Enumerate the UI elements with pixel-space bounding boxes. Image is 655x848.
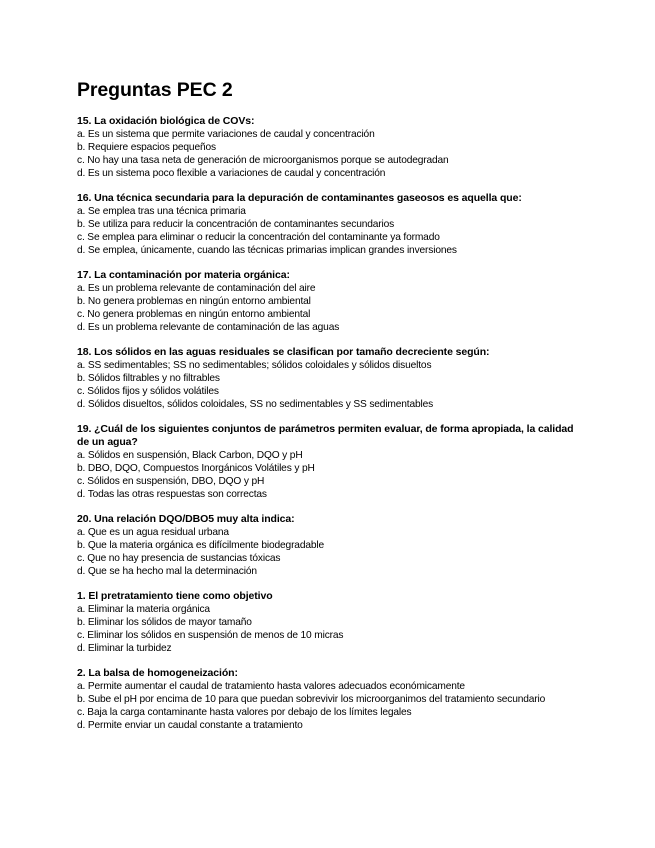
answer-option: b. No genera problemas en ningún entorno ambiental — [77, 296, 311, 307]
answer-option: b. Eliminar los sólidos de mayor tamaño — [77, 617, 252, 628]
answer-option: c. Baja la carga contaminante hasta valores por debajo de los límites legales — [77, 707, 412, 718]
question-block — [77, 115, 577, 180]
question-block — [77, 269, 577, 334]
answer-option: a. Permite aumentar el caudal de tratamiento hasta valores adecuados económicamente — [77, 681, 465, 692]
question-title: 18. Los sólidos en las aguas residuales se clasifican por tamaño decreciente según: — [77, 346, 490, 358]
answer-option: d. Permite enviar un caudal constante a tratamiento — [77, 720, 303, 731]
question-title: 1. El pretratamiento tiene como objetivo — [77, 590, 273, 602]
answer-option: b. Se utiliza para reducir la concentración de contaminantes secundarios — [77, 219, 395, 230]
answer-option: a. Que es un agua residual urbana — [77, 527, 229, 538]
answer-option: b. DBO, DQO, Compuestos Inorgánicos Volátiles y pH — [77, 463, 315, 474]
answer-option: b. Sube el pH por encima de 10 para que puedan sobrevivir los microorganimos del tratamiento secundario — [77, 694, 546, 705]
answer-option: c. Sólidos fijos y sólidos volátiles — [77, 386, 219, 397]
question-title: 15. La oxidación biológica de COVs: — [77, 115, 255, 127]
question-title: 19. ¿Cuál de los siguientes conjuntos de parámetros permiten evaluar, de forma apropiada, la calidad de un agua? — [77, 423, 574, 448]
answer-option: c. Que no hay presencia de sustancias tóxicas — [77, 553, 281, 564]
answer-option: b. Que la materia orgánica es difícilmente biodegradable — [77, 540, 325, 551]
question-block — [77, 192, 577, 257]
answer-option: a. Sólidos en suspensión, Black Carbon, DQO y pH — [77, 450, 303, 461]
answer-option: d. Es un sistema poco flexible a variaciones de caudal y concentración — [77, 168, 386, 179]
answer-option: d. Sólidos disueltos, sólidos coloidales, SS no sedimentables y SS sedimentables — [77, 399, 434, 410]
answer-option: d. Es un problema relevante de contaminación de las aguas — [77, 322, 340, 333]
answer-option: a. Se emplea tras una técnica primaria — [77, 206, 246, 217]
question-title: 17. La contaminación por materia orgánica: — [77, 269, 290, 281]
answer-option: b. Requiere espacios pequeños — [77, 142, 216, 153]
answer-option: c. Eliminar los sólidos en suspensión de menos de 10 micras — [77, 630, 344, 641]
question-block — [77, 667, 577, 732]
answer-option: d. Todas las otras respuestas son correctas — [77, 489, 267, 500]
answer-option: d. Que se ha hecho mal la determinación — [77, 566, 257, 577]
question-list — [77, 115, 577, 732]
answer-option: c. Se emplea para eliminar o reducir la concentración del contaminante ya formado — [77, 232, 440, 243]
answer-option: c. Sólidos en suspensión, DBO, DQO y pH — [77, 476, 265, 487]
document-page — [77, 78, 577, 744]
answer-option: a. Es un problema relevante de contaminación del aire — [77, 283, 316, 294]
question-title: 16. Una técnica secundaria para la depuración de contaminantes gaseosos es aquella que: — [77, 192, 522, 204]
question-block — [77, 346, 577, 411]
answer-option: c. No hay una tasa neta de generación de microorganismos porque se autodegradan — [77, 155, 449, 166]
question-block — [77, 513, 577, 578]
answer-option: a. Eliminar la materia orgánica — [77, 604, 210, 615]
question-block — [77, 423, 577, 501]
question-title: 20. Una relación DQO/DBO5 muy alta indica: — [77, 513, 295, 525]
answer-option: c. No genera problemas en ningún entorno ambiental — [77, 309, 311, 320]
answer-option: a. SS sedimentables; SS no sedimentables; sólidos coloidales y sólidos disueltos — [77, 360, 432, 371]
answer-option: b. Sólidos filtrables y no filtrables — [77, 373, 220, 384]
answer-option: d. Eliminar la turbidez — [77, 643, 172, 654]
answer-option: a. Es un sistema que permite variaciones de caudal y concentración — [77, 129, 375, 140]
question-block — [77, 590, 577, 655]
question-title: 2. La balsa de homogeneización: — [77, 667, 238, 679]
document-title: Preguntas PEC 2 — [77, 79, 233, 101]
answer-option: d. Se emplea, únicamente, cuando las técnicas primarias implican grandes inversiones — [77, 245, 457, 256]
